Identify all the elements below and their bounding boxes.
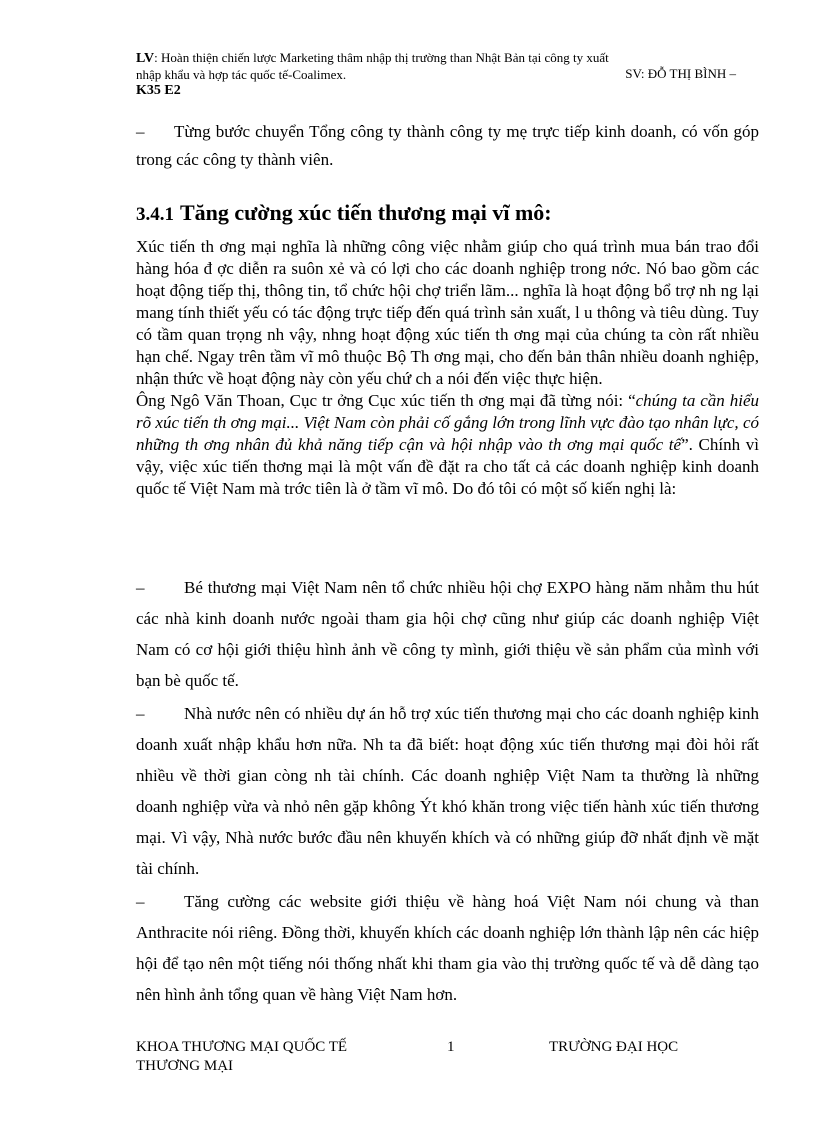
header-title-line1 — [136, 50, 736, 67]
dash-bullet: – — [136, 704, 145, 723]
dash-bullet: – — [136, 122, 145, 141]
recommendation-item — [136, 572, 759, 696]
section-heading — [136, 200, 552, 226]
recommendation-text: Nhà nước nên có nhiều dự án hỗ trợ xúc tiến thương mại cho các doanh nghiệp kinh doanh xuất nhập khẩu hơn nữa. Nh ta đã biết: hoạt động xúc tiến thương mại đòi hỏi rất nhiều về thời gian còng nh tài chính. Các doanh nghiệp Việt Nam ta thường là những doanh nghiệp vừa và nhỏ nên gặp không Ýt khó khăn trong việc tiến hành xúc tiến thương mại. Vì vậy, Nhà nước bước đầu nên khuyến khích và có những giúp đỡ nhất định về mặt tài chính. — [136, 704, 759, 878]
header-title-text: : Hoàn thiện chiến lược Marketing thâm nhập thị trường than Nhật Bản tại công ty xuất — [154, 50, 609, 65]
recommendation-item — [136, 886, 759, 1010]
quote-text: chúng ta cần hiểu rõ xúc tiến th ơng mại... Việt Nam còn phải cố gắng lớn trong lĩnh vực đào tạo nhân lực, có những th ơng nhân đủ khả năng tiếp cận và hội nhập vào th ơng mại quốc tế — [136, 391, 759, 454]
footer-right: TRƯỜNG ĐẠI HỌC — [549, 1039, 679, 1055]
footer-left — [136, 1038, 347, 1076]
header-class: K35 E2 — [136, 83, 181, 98]
recommendation-item — [136, 698, 759, 884]
main-paragraphs — [136, 236, 759, 500]
recommendation-text: Bé thương mại Việt Nam nên tổ chức nhiều hội chợ EXPO hàng năm nhằm thu hút các nhà kinh doanh nước ngoài tham gia hội chợ cũng như giúp các doanh nghiệp Việt Nam có cơ hội giới thiệu hình ảnh về công ty mình, giới thiệu về sản phẩm của mình với bạn bè quốc tế. — [136, 578, 759, 690]
footer-left-line1: KHOA THƯƠNG MẠI QUỐC TẾ — [136, 1039, 348, 1055]
intro-paragraph — [136, 118, 759, 174]
recommendation-text: Tăng cường các website giới thiệu về hàng hoá Việt Nam nói chung và than Anthracite nói riêng. Đồng thời, khuyến khích các doanh nghiệp lớn thành lập nên các hiệp hội để tạo nên một tiếng nói thống nhất khi tham gia vào thị trường quốc tế và dễ dàng tạo nên hình ảnh tổng quan về hàng Việt Nam hơn. — [136, 892, 759, 1004]
quote-paragraph — [136, 390, 759, 500]
lv-label: LV — [136, 51, 155, 66]
quote-close: ”. Chính vì vậy, việc xúc tiến thơng mại là một vấn đề đặt ra cho tất cả các doanh nghiệp kinh doanh quốc tế Việt Nam mà trớc tiên là ở tầm vĩ mô. Do đó tôi có một số kiến nghị là: — [136, 435, 759, 498]
paragraph-main: Xúc tiến th ơng mại nghĩa là những công việc nhằm giúp cho quá trình mua bán trao đổi hàng hóa đ ợc diễn ra suôn xẻ và có lợi cho các doanh nghiệp trong nớc. Nó bao gồm các hoạt động tiếp thị, thông tin, tổ chức hội chợ triển lãm... nghĩa là hoạt động bổ trợ nh ng lại mang tính thiết yếu có tác động trực tiếp đến quá trình sản xuất, l u thông và tiêu dùng. Tuy có tầm quan trọng nh vậy, nhng hoạt động xúc tiến th ơng mại của chúng ta còn rất nhiều hạn chế. Ngay trên tầm vĩ mô thuộc Bộ Th ơng mại, cho đến bản thân nhiều doanh nghiệp, nhận thức về hoạt động này còn yếu chứ ch a nói đến việc thực hiện. — [136, 237, 759, 388]
section-title: Tăng cường xúc tiến thương mại vĩ mô: — [180, 200, 552, 225]
intro-text: Từng bước chuyển Tổng công ty thành công ty mẹ trực tiếp kinh doanh, có vốn góp trong các công ty thành viên. — [136, 122, 759, 169]
dash-bullet: – — [136, 578, 145, 597]
quote-intro: Ông Ngô Văn Thoan, Cục tr ởng Cục xúc tiến th ơng mại đã từng nói: “ — [136, 391, 636, 410]
page-number: 1 — [447, 1039, 455, 1055]
section-number: 3.4.1 — [136, 204, 174, 225]
page-header — [136, 50, 736, 99]
footer-left-line2: THƯƠNG MẠI — [136, 1058, 234, 1074]
header-title-line2: nhập khẩu và hợp tác quốc tế-Coalimex. — [136, 67, 347, 82]
recommendations-list — [136, 572, 759, 1012]
header-student: SV: ĐỖ THỊ BÌNH – — [625, 66, 736, 81]
dash-bullet: – — [136, 892, 145, 911]
